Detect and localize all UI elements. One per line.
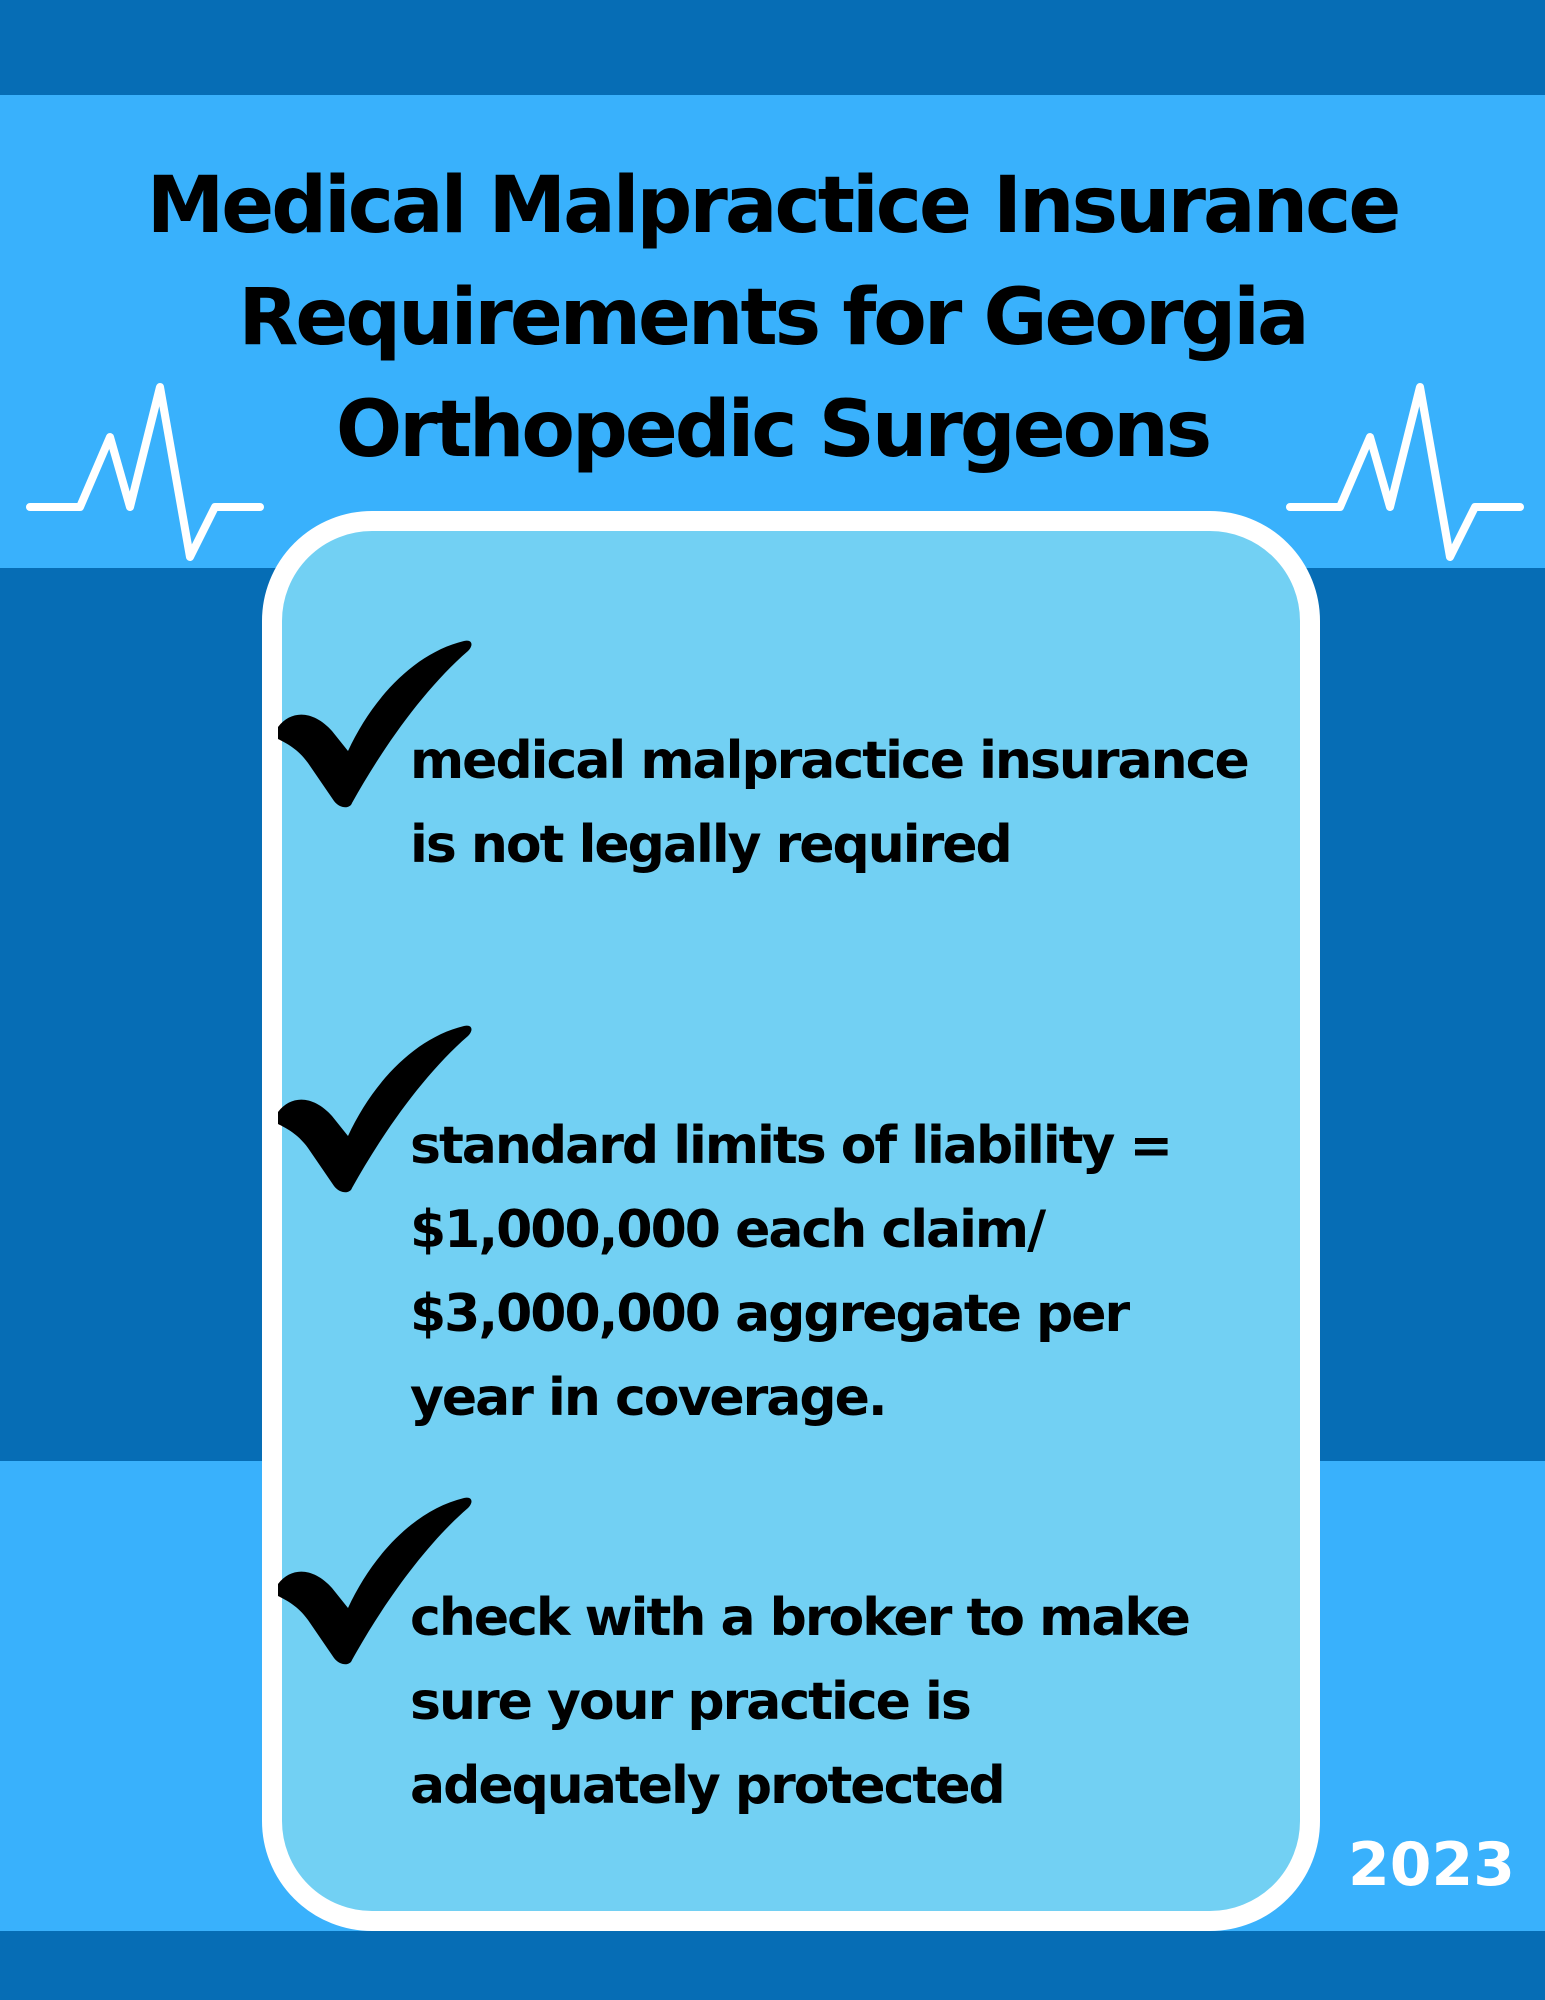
item-text-line: $3,000,000 aggregate per [410, 1284, 1129, 1344]
title-line: Medical Malpractice Insurance [146, 161, 1399, 251]
item-text-line: medical malpractice insurance [410, 731, 1248, 791]
heartbeat-pulse-icon [25, 380, 265, 570]
item-text [410, 1104, 1270, 1440]
info-card [262, 511, 1320, 1931]
item-text [410, 1576, 1270, 1828]
item-text-line: year in coverage. [410, 1368, 886, 1428]
item-text-line: sure your practice is [410, 1672, 970, 1732]
page-title [60, 150, 1485, 486]
item-text-line: check with a broker to make [410, 1588, 1189, 1648]
title-line: Requirements for Georgia [238, 273, 1307, 363]
item-text-line: adequately protected [410, 1756, 1004, 1816]
top-dark-band [0, 0, 1545, 95]
heartbeat-pulse-icon [1285, 380, 1525, 570]
item-text [410, 719, 1270, 887]
bottom-dark-band [0, 1931, 1545, 2000]
title-line: Orthopedic Surgeons [335, 385, 1210, 475]
item-text-line: standard limits of liability = [410, 1116, 1172, 1176]
item-text-line: $1,000,000 each claim/ [410, 1200, 1045, 1260]
item-text-line: is not legally required [410, 815, 1011, 875]
year-label: 2023 [1348, 1830, 1515, 1900]
